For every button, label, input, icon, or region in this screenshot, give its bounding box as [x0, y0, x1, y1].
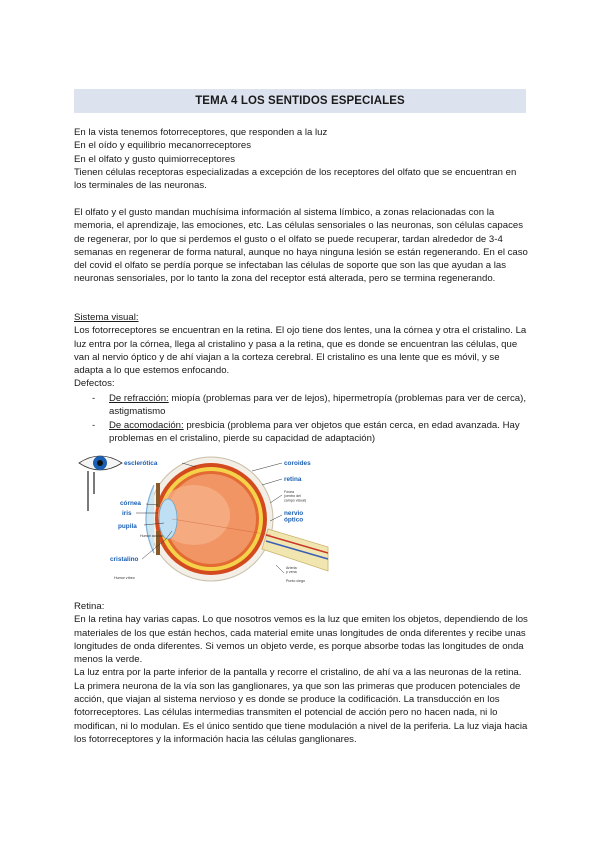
defect-term: De refracción:: [109, 393, 169, 404]
retina-heading: Retina:: [74, 601, 105, 612]
label-cornea: córnea: [120, 500, 141, 507]
retina-paragraph: En la retina hay varias capas. Lo que nosotros vemos es la luz que emiten los objetos, dependiendo de los materiales de los que están hechos, cada material emite unas longitudes de onda diferentes y recibe unas longitudes de onda diferentes. Si vemos un objeto verde, es porque absorbe todas las longitudes de onda menos la verde.: [74, 614, 528, 666]
olfato-paragraph: El olfato y el gusto mandan muchísima información al sistema límbico, a zonas relacionadas con la memoria, el aprendizaje, las emociones, etc. Las células sensoriales o las neuronas, son células capaces de regenerar, por lo que si perdemos el gusto o el olfato se puede recuperar, tardan alrededor de 3-4 semanas en regenerar de forma natural, aunque no haya ninguna lesión se están regenerando. En el caso del covid el olfato se perdía porque se infectaban las células de soporte que son las que ayudan a las neuronas sensoriales, por lo tanto la zona del receptor está alterada, pero se termina regenerando.: [74, 207, 528, 285]
eye-anatomy-diagram: [76, 449, 336, 589]
visual-section: [74, 311, 528, 391]
label-fovea: Fóvea (centro del campo visual): [284, 490, 307, 503]
label-iris: iris: [122, 510, 132, 517]
defects-label: Defectos:: [74, 378, 115, 390]
intro-line: Tienen células receptoras especializadas a excepción de los receptores del olfato que se encuentran en los terminales de las neuronas.: [74, 166, 517, 192]
intro-line: En el oído y equilibrio mecanorreceptores: [74, 140, 252, 152]
defect-text: presbicia (problema para ver objetos que están cerca, en edad avanzada. Hay problemas en el cristalino, pierde su capacidad de adaptación): [109, 419, 520, 444]
label-humor-vitreo: Humor vítreo: [114, 576, 135, 580]
list-item: [92, 419, 528, 446]
list-dash: -: [92, 393, 96, 404]
defect-text: miopía (problemas para ver de lejos), hipermetropía (problemas para ver de cerca), astigmatismo: [109, 393, 526, 418]
list-item: [92, 392, 528, 419]
label-arteria-vena: Arteria y vena: [286, 566, 297, 575]
small-eye-icon: [79, 456, 122, 511]
defect-term: De acomodación:: [109, 419, 184, 431]
label-cristalino: cristalino: [110, 556, 139, 563]
retina-section: [74, 600, 528, 746]
visual-paragraph: Los fotorreceptores se encuentran en la retina. El ojo tiene dos lentes, una la córnea y otra el cristalino. La luz entra por la córnea, llega al cristalino y pasa a la retina, que es donde se encuentran las células, que van al nervio óptico y de ahí viajan a la corteza cerebral. El cristalino es una lente que es móvil, y se adapta a lo que estemos enfocando.: [74, 325, 527, 377]
label-pupila: pupila: [118, 523, 137, 530]
intro-section: [74, 126, 528, 192]
list-dash: -: [92, 419, 96, 431]
label-punto-ciego: Punto ciego: [286, 579, 305, 583]
label-retina: retina: [284, 476, 302, 483]
label-esclerotica: esclerótica: [124, 460, 158, 467]
retina-paragraph: La luz entra por la parte inferior de la pantalla y recorre el cristalino, de ahí va a las neuronas de la retina. La primera neurona de la vía son las ganglionares, ya que son las primeras que producen potenciales de acción, que viajan al sistema nervioso y es donde se produce la codificación. La transducción en los fotorreceptores. Las células intermedias transmiten el potencial de acción pero no hacen nada, ni lo modifican, ni lo modulan. Es el único sentido que tiene modulación a nivel de la periferia. La luz viaja hacia los fotorreceptores y la información hacia las células ganglionares.: [74, 667, 528, 745]
intro-line: En la vista tenemos fotorreceptores, que responden a la luz: [74, 127, 328, 138]
intro-line: En el olfato y gusto quimiorreceptores: [74, 153, 236, 165]
defects-list: [92, 392, 528, 445]
label-coroides: coroides: [284, 460, 311, 467]
label-nervio-optico: nervio óptico: [284, 510, 304, 524]
visual-heading: Sistema visual:: [74, 312, 139, 323]
label-humor-acuoso: Humor acuoso: [140, 534, 164, 538]
page-title: TEMA 4 LOS SENTIDOS ESPECIALES: [74, 89, 526, 113]
